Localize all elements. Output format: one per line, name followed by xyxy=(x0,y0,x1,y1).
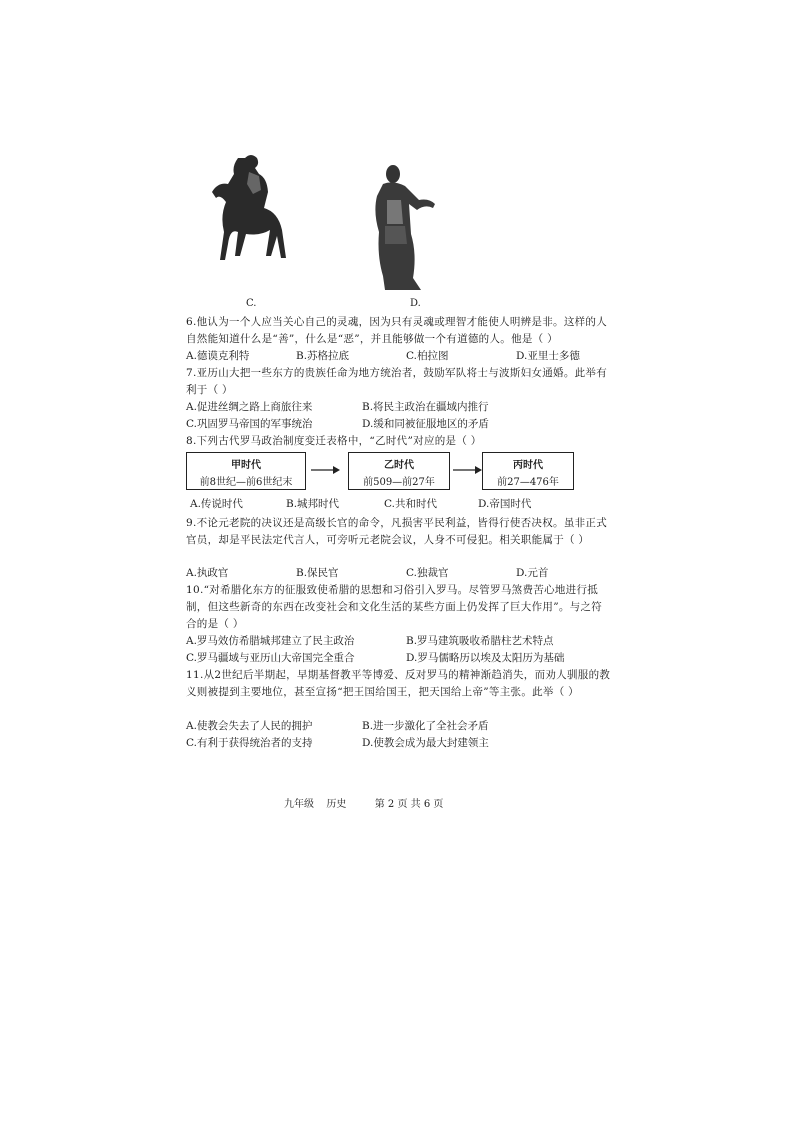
rome-era-flowchart xyxy=(186,452,576,492)
question-11-options-row2 xyxy=(186,735,612,752)
q8-option-c[interactable]: C.共和时代 xyxy=(384,498,437,510)
era-box-jia-title: 甲时代 xyxy=(231,460,261,471)
q7-option-a[interactable]: A.促进丝绸之路上商旅往来 xyxy=(186,401,313,413)
era-box-bing-period: 前27—476年 xyxy=(497,477,559,488)
q11-option-a[interactable]: A.使教会失去了人民的拥护 xyxy=(186,720,313,732)
standing-statue-image xyxy=(365,160,445,295)
era-box-jia xyxy=(186,452,306,490)
question-6-options xyxy=(186,348,612,365)
q8-option-d[interactable]: D.帝国时代 xyxy=(478,498,532,510)
question-9-text: 9.不论元老院的决议还是高级长官的命令，凡损害平民利益，皆得行使否决权。虽非正式官员，却是平民法定代言人，可旁听元老院会议，人身不可侵犯。相关职能属于（ ） xyxy=(186,517,608,546)
q6-option-a[interactable]: A.德谟克利特 xyxy=(186,350,250,362)
q6-option-c[interactable]: C.柏拉图 xyxy=(406,350,449,362)
question-7-text: 7.亚历山大把一些东方的贵族任命为地方统治者，鼓励军队将士与波斯妇女通婚。此举有利于（ ） xyxy=(186,367,608,396)
q8-option-b[interactable]: B.城邦时代 xyxy=(286,498,340,510)
q9-option-b[interactable]: B.保民官 xyxy=(296,567,339,579)
figure-d-label: D. xyxy=(410,298,421,309)
arrow-right-icon xyxy=(311,464,341,476)
q7-option-c[interactable]: C.巩固罗马帝国的军事统治 xyxy=(186,418,313,430)
question-6-text: 6.他认为一个人应当关心自己的灵魂，因为只有灵魂或理智才能使人明辨是非。这样的人自然能知道什么是“善”，什么是“恶”，并且能够做一个有道德的人。他是（ ） xyxy=(186,316,608,345)
q10-option-d[interactable]: D.罗马儒略历以埃及太阳历为基础 xyxy=(406,652,565,664)
question-11-text: 11.从2世纪后半期起，早期基督教平等博爱、反对罗马的精神渐趋消失，而劝人驯服的教义则被提到主要地位，甚至宣扬“把王国给国王，把天国给上帝”等主张。此举（ ） xyxy=(186,669,611,698)
question-10-text: 10.“对希腊化东方的征服致使希腊的思想和习俗引入罗马。尽管罗马煞费苦心地进行抵制，但这些新奇的东西在改变社会和文化生活的某些方面上仍发挥了巨大作用”。与之符合的是（ ） xyxy=(186,584,603,630)
question-10-options-row2 xyxy=(186,650,612,667)
q7-option-d[interactable]: D.缓和同被征服地区的矛盾 xyxy=(362,418,489,430)
q8-option-a[interactable]: A.传说时代 xyxy=(190,498,243,510)
question-7-options-row2 xyxy=(186,416,612,433)
question-9-options xyxy=(186,565,612,582)
figure-c-label: C. xyxy=(246,298,257,309)
q10-option-a[interactable]: A.罗马效仿希腊城邦建立了民主政治 xyxy=(186,635,355,647)
page-footer xyxy=(284,795,443,810)
era-box-yi xyxy=(348,452,450,490)
question-7-options-row1 xyxy=(186,399,612,416)
q7-option-b[interactable]: B.将民主政治在疆域内推行 xyxy=(362,401,489,413)
arrow-right-icon xyxy=(453,464,483,476)
q10-option-b[interactable]: B.罗马建筑吸收希腊柱艺术特点 xyxy=(406,635,554,647)
era-box-yi-title: 乙时代 xyxy=(384,460,414,471)
era-box-yi-period: 前509—前27年 xyxy=(363,477,435,488)
q9-option-d[interactable]: D.元首 xyxy=(516,567,549,579)
q11-option-b[interactable]: B.进一步激化了全社会矛盾 xyxy=(362,720,489,732)
era-box-jia-period: 前8世纪—前6世纪末 xyxy=(199,477,293,488)
q11-option-d[interactable]: D.使教会成为最大封建领主 xyxy=(362,737,489,749)
question-10-options-row1 xyxy=(186,633,612,650)
era-box-bing-title: 丙时代 xyxy=(513,460,543,471)
q6-option-b[interactable]: B.苏格拉底 xyxy=(296,350,350,362)
footer-page-number: 第 2 页 共 6 页 xyxy=(374,799,444,810)
footer-grade: 九年级 xyxy=(284,799,314,810)
era-box-bing xyxy=(482,452,574,490)
question-11-options-row1 xyxy=(186,718,612,735)
question-8-text: 8.下列古代罗马政治制度变迁表格中，“乙时代”对应的是（ ） xyxy=(186,435,482,447)
equestrian-statue-image xyxy=(205,150,295,290)
footer-subject: 历史 xyxy=(326,799,347,810)
q9-option-a[interactable]: A.执政官 xyxy=(186,567,229,579)
q6-option-d[interactable]: D.亚里士多德 xyxy=(516,350,580,362)
question-8-options xyxy=(186,496,612,513)
q10-option-c[interactable]: C.罗马疆域与亚历山大帝国完全重合 xyxy=(186,652,355,664)
q11-option-c[interactable]: C.有利于获得统治者的支持 xyxy=(186,737,313,749)
q9-option-c[interactable]: C.独裁官 xyxy=(406,567,449,579)
